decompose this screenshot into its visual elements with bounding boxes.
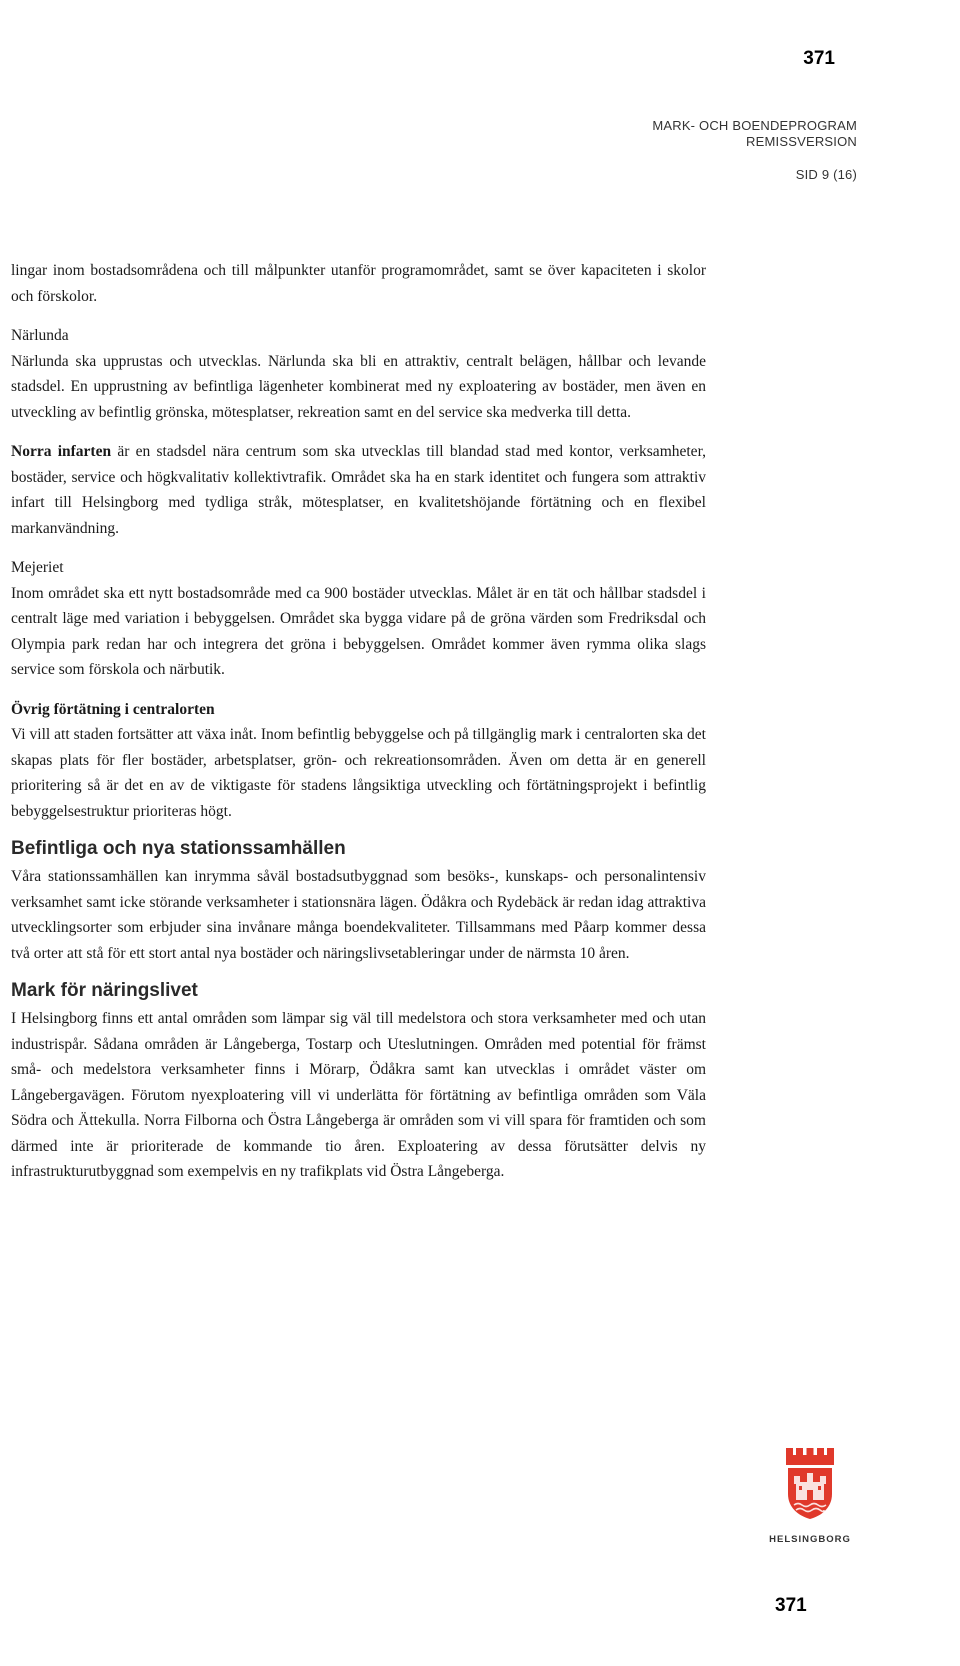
mejeriet-heading: Mejeriet xyxy=(11,559,64,576)
helsingborg-coat-of-arms-icon xyxy=(784,1448,836,1520)
norra-infarten-paragraph xyxy=(11,439,706,541)
mejeriet-paragraph: Inom området ska ett nytt bostadsområde med ca 900 bostäder utvecklas. Målet är en tät och hållbar stadsdel i centralt läge med variation i bebyggelsen. Området ska bygga vidare på de gröna värden som Fredriksdal och Olympia park redan har och integrera det gröna i bebyggelsen. Området kommer även rymma olika slags service som förskola och närbutik. xyxy=(11,584,706,678)
naringslivet-heading: Mark för näringslivet xyxy=(11,980,198,1001)
narlunda-paragraph: Närlunda ska upprustas och utvecklas. Närlunda ska bli en attraktiv, centralt belägen, hållbar och levande stadsdel. En upprustning av befintliga lägenheter kombinerat med ny exploatering av bostäder, men även en utveckling av befintlig grönska, mötesplatser, rekreation samt en del service ska medverka till detta. xyxy=(11,352,706,421)
header-page-indicator: SID 9 (16) xyxy=(795,167,857,182)
intro-paragraph: lingar inom bostadsområdena och till målpunkter utanför programområdet, samt se över kapaciteten i skolor och förskolor. xyxy=(11,262,706,305)
header-program-title: MARK- OCH BOENDEPROGRAM xyxy=(652,118,857,133)
naringslivet-paragraph: I Helsingborg finns ett antal områden som lämpar sig väl till medelstora och stora verksamheter med och utan industrispår. Sådana områden är Långeberga, Tostarp och Uteslutningen. Områden med potential för främst små- och medelstora verksamheter finns i Mörarp, Ödåkra samt kan utvecklas i området väster om Långebergavägen. Förutom nyexploatering vill vi underlätta för förtätning av befintliga områden som Väla Södra och Ättekulla. Norra Filborna och Östra Långeberga är områden som vi vill spara för framtiden och som därmed inte är prioriterade de kommande tio åren. Exploatering av dessa förutsätter delvis ny infrastrukturutbyggnad som exempelvis en ny trafikplats vid Östra Långeberga. xyxy=(11,1010,706,1180)
naringslivet-section xyxy=(11,980,706,1185)
helsingborg-logo xyxy=(760,1448,860,1545)
ovrig-paragraph: Vi vill att staden fortsätter att växa inåt. Inom befintlig bebyggelse och på tillgänglig mark i centralorten ska det skapas plats för fler bostäder, arbetsplatser, grön- och rekreationsområden. Även om detta är en generell prioritering så är det en av de viktigaste för stadens långsiktiga utveckling och förtätningsprojekt i befintlig bebyggelsestruktur prioriteras högt. xyxy=(11,726,706,820)
helsingborg-logo-text: HELSINGBORG xyxy=(769,1534,851,1545)
page-number-bottom: 371 xyxy=(775,1595,807,1616)
norra-infarten-lead: Norra infarten xyxy=(11,443,112,460)
page-number-top: 371 xyxy=(803,48,835,69)
stationssamhallen-section xyxy=(11,838,706,966)
narlunda-section xyxy=(11,323,706,425)
norra-infarten-section xyxy=(11,439,706,541)
document-body xyxy=(11,258,706,1199)
norra-infarten-text: är en stadsdel nära centrum som ska utvecklas till blandad stad med kontor, verksamheter, bostäder, service och högkvalitativ kollektivtrafik. Området ska ha en stark identitet och fungera som attraktiv infart till Helsingborg med tydliga stråk, mötesplatser, en kvalitetshöjande förtätning och en flexibel markanvändning. xyxy=(11,443,706,537)
stationssamhallen-paragraph: Våra stationssamhällen kan inrymma såväl bostadsutbyggnad som besöks-, kunskaps- och personalintensiv verksamhet samt icke störande verksamheter i stationsnära lägen. Ödåkra och Rydebäck är redan idag attraktiva utvecklingsorter som erbjuder sina invånare många boendekvaliteter. Tillsammans med Påarp kommer dessa två orter att stå för ett stort antal nya bostäder och näringslivsetableringar under de närmsta 10 åren. xyxy=(11,868,706,962)
ovrig-heading: Övrig förtätning i centralorten xyxy=(11,700,215,718)
intro-section xyxy=(11,258,706,309)
document-header xyxy=(652,118,857,183)
header-version: REMISSVERSION xyxy=(746,134,857,149)
mejeriet-section xyxy=(11,555,706,683)
narlunda-heading: Närlunda xyxy=(11,327,69,344)
stationssamhallen-heading: Befintliga och nya stationssamhällen xyxy=(11,838,346,859)
ovrig-section xyxy=(11,697,706,825)
